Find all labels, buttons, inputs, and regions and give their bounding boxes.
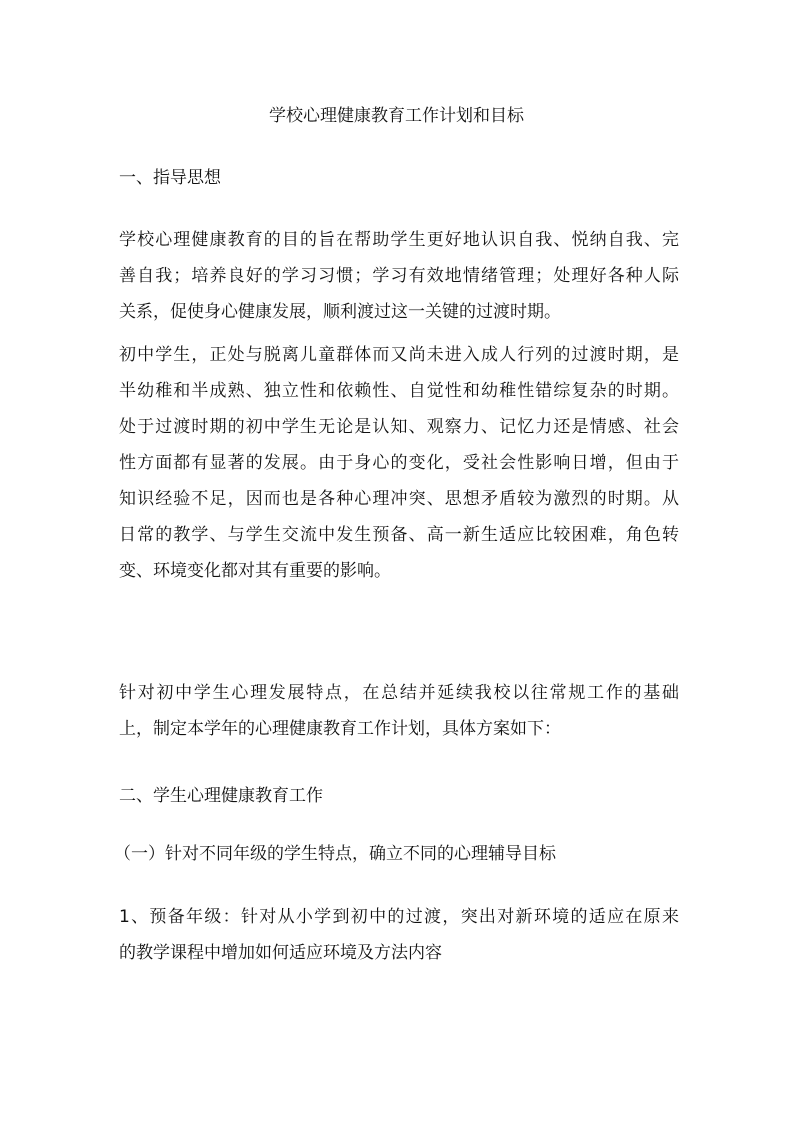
- paragraph-line: 日常的教学、与学生交流中发生预备、高一新生适应比较困难，角色转: [119, 525, 679, 545]
- paragraph-line: 上，制定本学年的心理健康教育工作计划，具体方案如下：: [119, 719, 561, 739]
- paragraph-line: 性方面都有显著的发展。由于身心的变化，受社会性影响日增，但由于: [119, 453, 679, 473]
- paragraph-line: 针对初中学生心理发展特点，在总结并延续我校以往常规工作的基础: [119, 683, 679, 703]
- paragraph-line: 半幼稚和半成熟、独立性和依赖性、自觉性和幼稚性错综复杂的时期。: [119, 381, 679, 401]
- paragraph-line: 关系，促使身心健康发展，顺利渡过这一关键的过渡时期。: [119, 302, 561, 322]
- paragraph-student-characteristics: [119, 337, 679, 589]
- section-heading-student-work: 二、学生心理健康教育工作: [119, 786, 323, 806]
- paragraph-line: 初中学生，正处与脱离儿童群体而又尚未进入成人行列的过渡时期，是: [119, 345, 679, 365]
- paragraph-purpose: [119, 222, 679, 330]
- paragraph-line: 学校心理健康教育的目的旨在帮助学生更好地认识自我、悦纳自我、完: [119, 230, 679, 250]
- document-title: 学校心理健康教育工作计划和目标: [269, 106, 524, 126]
- subsection-heading-grade-goals: （一）针对不同年级的学生特点，确立不同的心理辅导目标: [114, 844, 556, 864]
- paragraph-line: 变、环境变化都对其有重要的影响。: [119, 561, 391, 581]
- list-item-preparatory-grade: [119, 899, 679, 971]
- paragraph-line: 处于过渡时期的初中学生无论是认知、观察力、记忆力还是情感、社会: [119, 417, 679, 437]
- paragraph-line: 1、预备年级：针对从小学到初中的过渡，突出对新环境的适应在原来: [119, 907, 679, 927]
- section-heading-guiding-ideology: 一、指导思想: [119, 168, 221, 188]
- paragraph-line: 善自我；培养良好的学习习惯；学习有效地情绪管理；处理好各种人际: [119, 266, 679, 286]
- paragraph-plan-intro: [119, 675, 679, 747]
- paragraph-line: 的教学课程中增加如何适应环境及方法内容: [119, 943, 442, 963]
- paragraph-line: 知识经验不足，因而也是各种心理冲突、思想矛盾较为激烈的时期。从: [119, 489, 679, 509]
